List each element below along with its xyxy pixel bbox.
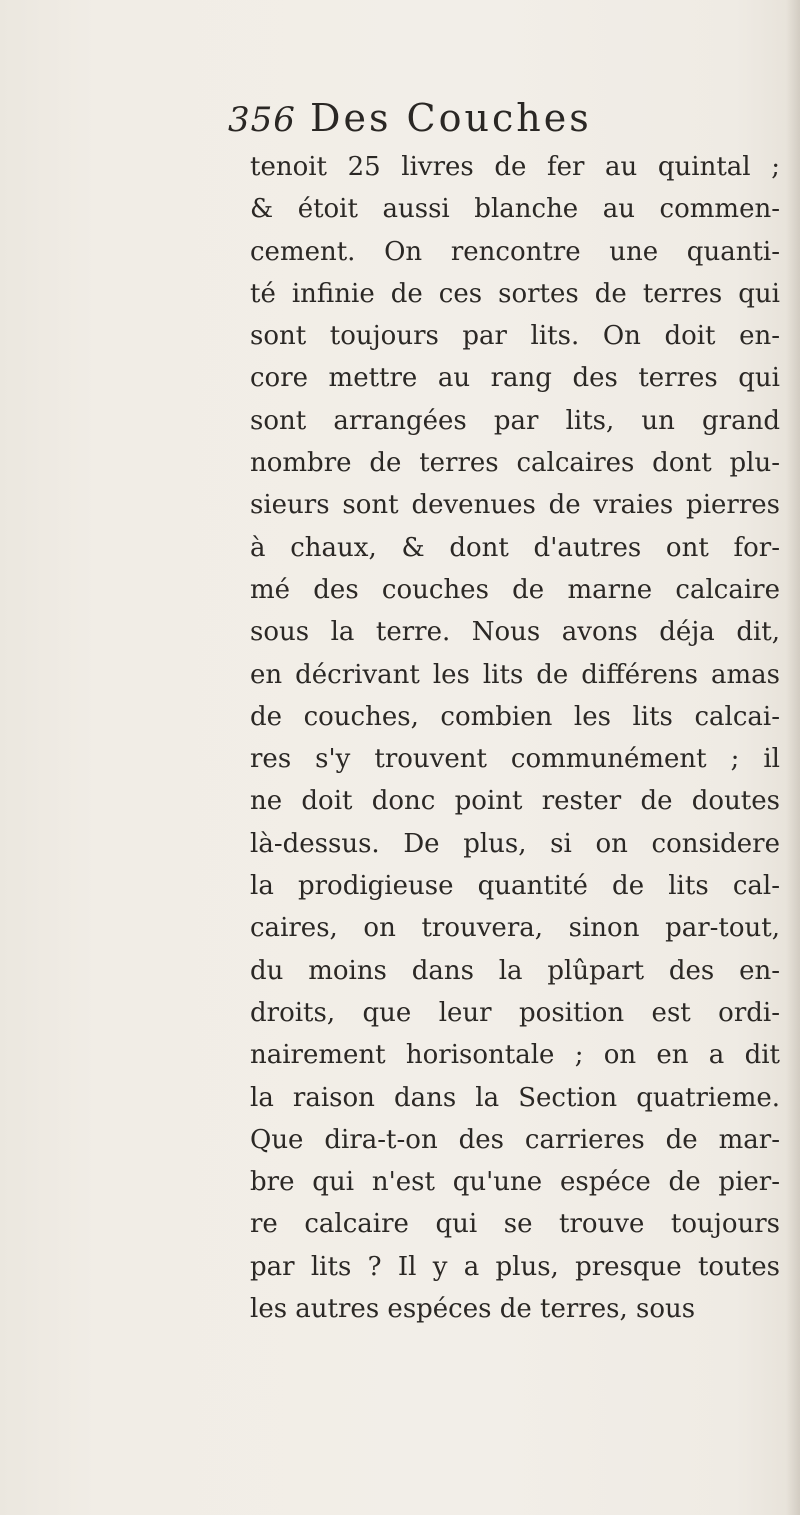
text-line: en décrivant les lits de différens amas [250,659,780,690]
text-line: la prodigieuse quantité de lits cal- [250,871,780,902]
text-line: ne doit donc point rester de doutes [250,786,780,817]
body-text [250,146,780,1330]
text-line: re calcaire qui se trouve toujours [250,1209,780,1240]
text-line: nairement horisontale ; on en a dit [250,1040,780,1071]
text-line: mé des couches de marne calcaire [250,574,780,605]
page-edge-shadow [786,0,800,1515]
text-line: sous la terre. Nous avons déja dit, [250,617,780,648]
text-line: res s'y trouvent communément ; il [250,744,780,775]
text-line: sont toujours par lits. On doit en- [250,321,780,352]
text-line: sont arrangées par lits, un grand [250,405,780,436]
page-header [228,96,768,148]
text-line: de couches, combien les lits calcai- [250,701,780,732]
text-line: bre qui n'est qu'une espéce de pier- [250,1167,780,1198]
text-line: du moins dans la plûpart des en- [250,955,780,986]
running-title: Des Couches [310,96,592,140]
text-line: té infinie de ces sortes de terres qui [250,278,780,309]
text-line: Que dira-t-on des carrieres de mar- [250,1124,780,1155]
text-line: cement. On rencontre une quanti- [250,236,780,267]
text-line: nombre de terres calcaires dont plu- [250,448,780,479]
text-line: là-dessus. De plus, si on considere [250,828,780,859]
text-line: core mettre au rang des terres qui [250,363,780,394]
text-line: caires, on trouvera, sinon par-tout, [250,913,780,944]
text-line: par lits ? Il y a plus, presque toutes [250,1251,780,1282]
text-line: la raison dans la Section quatrieme. [250,1082,780,1113]
text-line: sieurs sont devenues de vraies pierres [250,490,780,521]
text-line: & étoit aussi blanche au commen- [250,194,780,225]
page-number: 356 [228,100,296,140]
text-line: à chaux, & dont d'autres ont for- [250,532,780,563]
text-line: les autres espéces de terres, sous [250,1294,696,1325]
text-line: tenoit 25 livres de fer au quintal ; [250,152,780,182]
text-line: droits, que leur position est ordi- [250,997,780,1028]
